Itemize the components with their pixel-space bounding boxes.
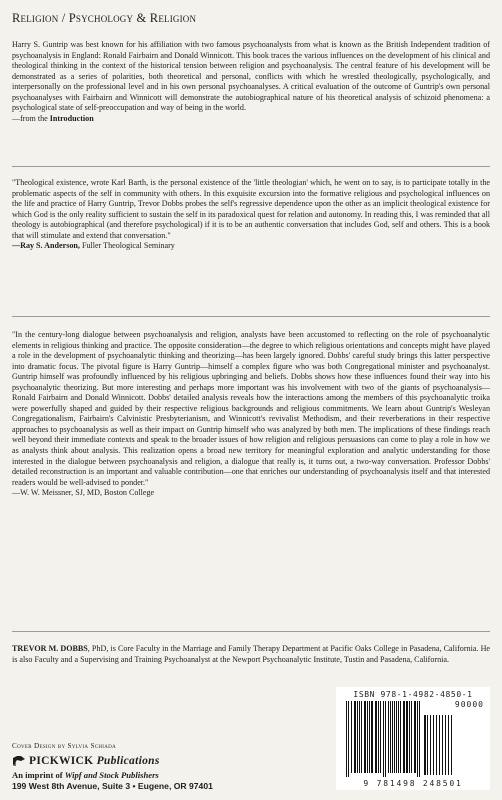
barcode-bar [378,701,379,773]
intro-attribution [12,114,490,125]
barcode-bar [398,701,399,773]
intro-attribution-source: Introduction [49,113,94,123]
publisher-name [29,755,160,767]
endorsement-attribution [12,241,490,252]
barcode-digits: 9 781498 248501 [363,779,463,788]
barcode-bar [409,701,410,773]
barcode-bar [364,701,366,773]
publisher-name-italic: Publications [96,755,160,767]
endorsement-text: "In the century-long dialogue between psychoanalysis and religion, analysts have been accustomed to reflecting on the role of psychoanalytic elements in religious thinking and practice. The opposite consideration—the degree to which religious orientations and concepts might have played a role in the development of psychoanalytic thinking and theorizing—has been largely ignored. Dobbs' careful study brings this latter perspective into dramatic focus. The pivotal figure is Harry Guntrip—himself a complex figure who was both Congregational minister and psychoanalyst. Guntrip himself was profoundly influenced by his religious upbringing and beliefs. Dobbs shows how these influences found their way into his psychoanalytic theorizing. But more interesting and perhaps more important was his involvement with two of the giants of psychoanalysis—Ronald Fairbairn and Donald Winnicott. Dobbs' detailed analysis reveals how the interactions among the members of this psychoanalytic troika were powerfully shaped and guided by their respective religious backgrounds and religious commitments. We learn about Guntrip's Wesleyan Congregationalism, Fairbairn's Calvinistic Presbyterianism, and Winnicott's revivalist Methodism, and their reverberations in their respective approaches to psychoanalysis as well as their impact on Guntrip himself who was analyzed by both men. The implications of these findings reach well beyond their immediate contexts and speak to the broader issues of how religion and religious persuasions can come to play a role in how we as analysts think about analysis. This realization opens a broad new territory for meaningful exploration and analytic understanding for those interested in the dialogue between psychoanalysis and religion, a dialogue that really is, it turns out, a two-way conversation. Professor Dobbs' detailed reconstruction is an important and valuable contribution—one that enriches our understanding of psychoanalysis itself and that interested readers would be well-advised to ponder." [12,330,490,487]
barcode-bar [419,701,420,777]
endorser-affiliation: Fuller Theological Seminary [79,241,175,251]
barcode-bar [430,715,431,775]
publisher-logo [12,755,160,767]
publisher-address: 199 West 8th Avenue, Suite 3 • Eugene, OR 97401 [12,781,213,791]
barcode-bar [400,701,401,773]
endorsement-anderson [12,178,490,252]
category-label: Religion / Psychology & Religion [12,11,197,25]
barcode-bar [357,701,358,773]
author-name: TREVOR M. DOBBS [12,644,88,653]
barcode-bar [403,701,405,773]
barcode-bar [427,715,428,775]
barcode-bar [380,701,381,773]
barcode-addon-number: 90000 [454,700,484,709]
publisher-name-prefix: PICKWICK [29,755,97,767]
barcode-bar [411,701,412,773]
barcode-bar [351,701,352,773]
intro-blurb [12,40,490,124]
barcode-bar [436,715,437,775]
barcode-bar [424,715,426,775]
barcode-bar [348,701,349,777]
cover-design-credit: Cover Design by Sylvia Schiada [12,742,116,750]
imprint-prefix: An imprint of [12,770,65,780]
barcode-bar [417,701,418,777]
barcode-bars-icon [340,701,486,781]
endorser-name: —Ray S. Anderson, [12,241,80,251]
barcode-bar [371,701,373,773]
barcode-bar [448,715,449,775]
author-bio-body: , PhD, is Core Faculty in the Marriage and Family Therapy Department at Pacific Oaks College in Pasadena, California. He is also Faculty and a Supervising and Training Psychoanalyst at the Newport Psychoanalytic Institute, Tustin and Pasadena, California. [12,644,491,664]
intro-attribution-prefix: —from the [12,113,50,123]
barcode-bar [442,715,443,775]
barcode-bar [385,701,386,777]
divider [12,631,490,632]
barcode-bar [390,701,391,773]
barcode-bar [388,701,389,773]
imprint-line [12,770,159,780]
author-bio-text [12,644,490,665]
barcode-bar [383,701,384,777]
barcode-bar [392,701,393,773]
barcode-bar [361,701,362,773]
barcode-bar [354,701,356,773]
barcode [336,687,490,790]
barcode-bar [439,715,440,775]
barcode-bar [367,701,368,773]
intro-text: Harry S. Guntrip was best known for his affiliation with two famous psychoanalysts from what is known as the British Independent tradition of psychoanalysis in England: Ronald Fairbairn and Donald Winnicott. This book traces the various influences on the development of his clinical and theological thinking in the context of the historical tension between religion and psychoanalysis. The central feature of his development will be demonstrated as a series of polarities, both theoretical and personal, conflicts with which he wrestled theologically, psychologically, and interpersonally on the professional level and in his own personal psychoanalyses. A critical evaluation of the outcome of Guntrip's own personal psychoanalyses with Fairbairn and Winnicott will demonstrate the autobiographical nature of his theoretical analysis of schizoid phenomena: a psychological state of self-preoccupation and way of being in the world. [12,40,490,113]
barcode-bar [346,701,347,777]
barcode-bar [394,701,395,773]
barcode-bar [451,715,452,775]
pickwick-logo-icon [12,755,26,767]
barcode-bar [414,701,416,773]
barcode-bar [406,701,408,773]
imprint-publisher: Wipf and Stock Publishers [64,770,159,780]
divider [12,316,490,317]
barcode-bar [359,701,360,773]
author-bio [12,644,490,665]
endorsement-meissner [12,330,490,499]
endorsement-text: "Theological existence, wrote Karl Barth, is the personal existence of the 'little theologian' which, he went on to say, is to participate totally in the problematic aspects of the self in community with others. In this exquisite excursion into the formative religious and psychological influences on the life and practice of Harry Guntrip, Trevor Dobbs probes the self's regressive dependence upon the other as an implicit theological existence for which God is the only reality sufficient to sustain the self in its paradoxical quest for relation and autonomy. In reading this, I was reminded that all theology is autobiographical (and therefore psychological) if it is to be an authentic conversation that includes God, self and others. This is a book that will stimulate and extend that conversation." [12,178,490,240]
isbn-label: ISBN 978-1-4982-4850-1 [353,690,473,699]
divider [12,166,490,167]
barcode-bar [369,701,370,773]
barcode-bar [375,701,377,773]
barcode-bar [396,701,397,773]
endorsement-attribution: —W. W. Meissner, SJ, MD, Boston College [12,488,155,498]
barcode-bar [445,715,446,775]
barcode-bar [433,715,434,775]
